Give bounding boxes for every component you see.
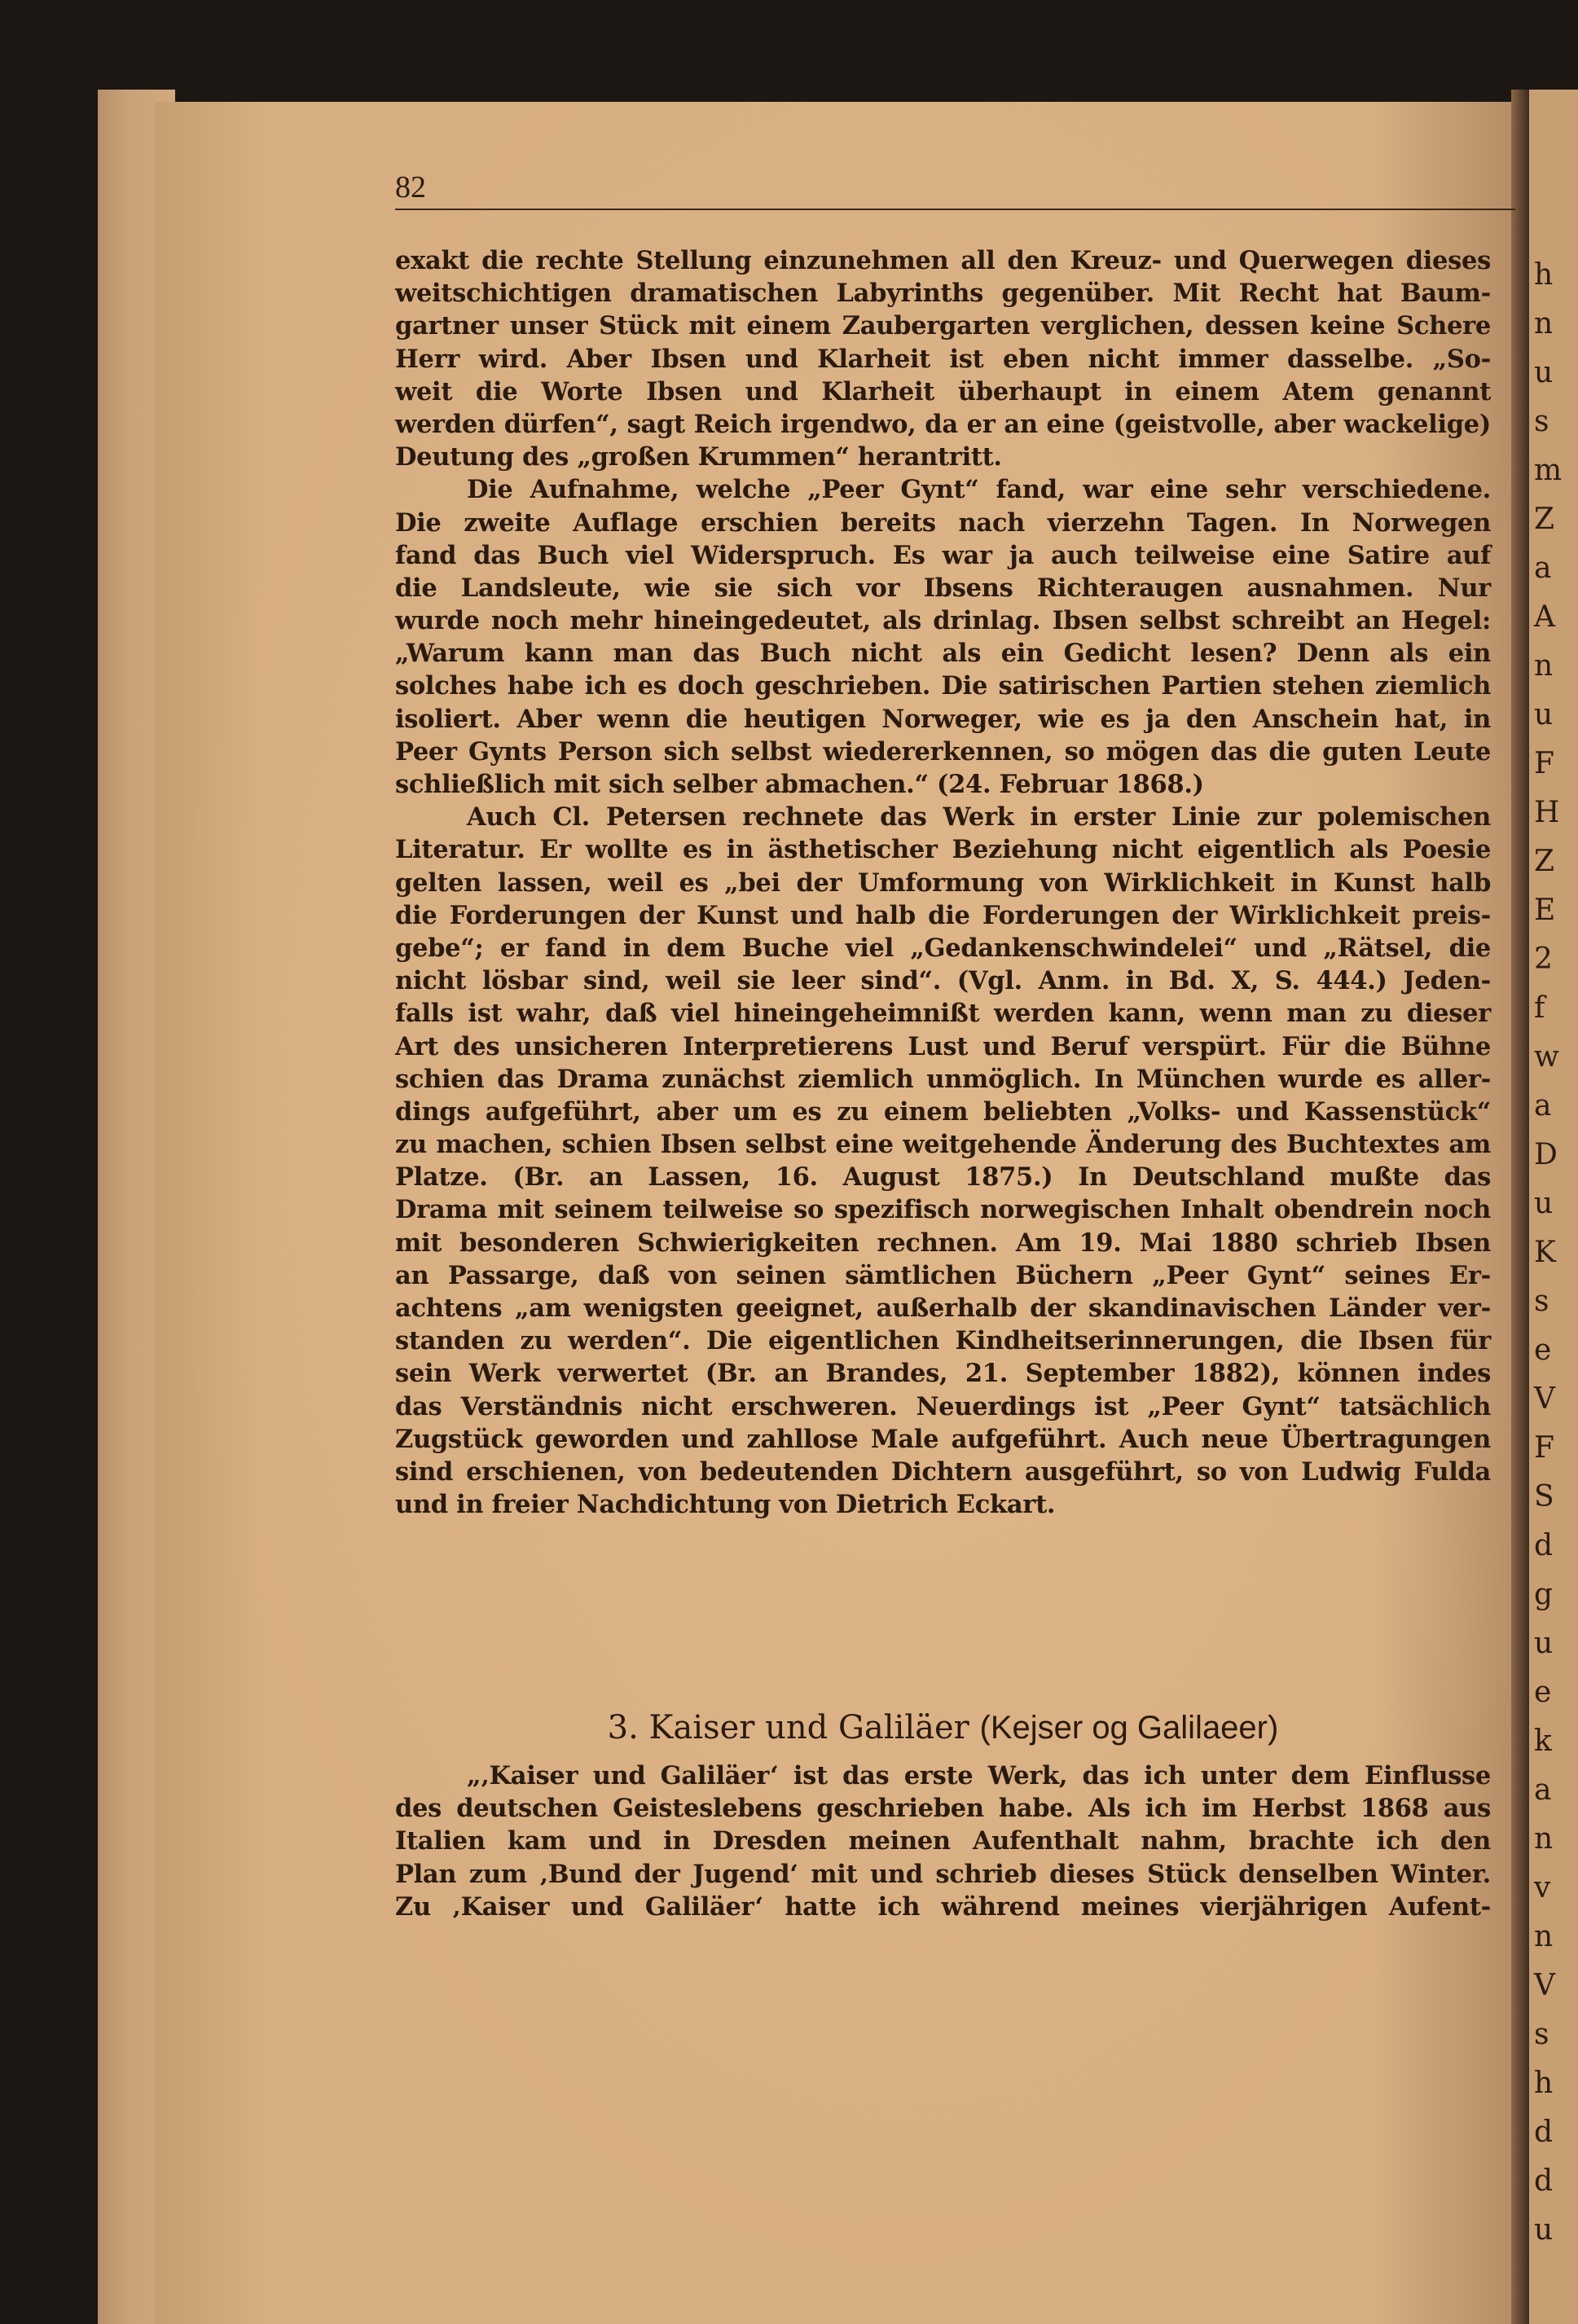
facing-page-fragment: Z xyxy=(1534,503,1555,536)
text-line: Die zweite Auflage erschien bereits nach vierzehn Tagen. In Norwegen xyxy=(395,507,1491,538)
facing-page-fragment: g xyxy=(1534,1578,1554,1611)
facing-page-fragment: h xyxy=(1534,258,1554,292)
text-line: des deutschen Geisteslebens geschrieben habe. Als ich im Herbst 1868 aus xyxy=(395,1794,1491,1824)
facing-page-fragment: a xyxy=(1534,1773,1552,1807)
text-line: Die Aufnahme, welche „Peer Gynt“ fand, war eine sehr verschiedene. xyxy=(467,475,1491,505)
text-line: Art des unsicheren Interpretierens Lust und Beruf verspürt. Für die Bühne xyxy=(395,1031,1491,1061)
facing-page-fragment: H xyxy=(1534,796,1560,829)
facing-page-fragment: e xyxy=(1534,1676,1552,1709)
facing-page-edge xyxy=(1529,90,1578,2324)
facing-page-fragment: u xyxy=(1534,1187,1554,1220)
text-line: schließlich mit sich selber abmachen.“ (24. Februar 1868.) xyxy=(395,770,1204,799)
facing-page-fragment: u xyxy=(1534,1627,1554,1660)
facing-page-fragment: F xyxy=(1534,1431,1554,1465)
text-line: gartner unser Stück mit einem Zaubergarten verglichen, dessen keine Schere xyxy=(395,311,1491,341)
facing-page-fragment: V xyxy=(1534,1969,1555,2002)
section-heading-title: 3. Kaiser und Galiläer xyxy=(607,1709,969,1746)
facing-page-fragment: K xyxy=(1534,1236,1556,1269)
facing-page-fragment: f xyxy=(1534,991,1545,1025)
facing-page-fragment: v xyxy=(1534,1871,1551,1904)
text-line: werden dürfen“, sagt Reich irgendwo, da er an eine (geistvolle, aber wackelige) xyxy=(395,409,1491,439)
text-line: und in freier Nachdichtung von Dietrich Eckart. xyxy=(395,1490,1056,1520)
text-line: die Forderungen der Kunst und halb die Forderungen der Wirklichkeit preis- xyxy=(395,900,1491,930)
facing-page-fragment: a xyxy=(1534,1089,1552,1122)
facing-page-fragment: m xyxy=(1534,454,1563,487)
text-line: sein Werk verwertet (Br. an Brandes, 21. September 1882), können indes xyxy=(395,1359,1491,1389)
facing-page-fragment: h xyxy=(1534,2067,1554,2100)
facing-page-fragment: u xyxy=(1534,2213,1554,2247)
facing-page-fragment: n xyxy=(1534,1920,1554,1953)
text-line: wurde noch mehr hineingedeutet, als drinlag. Ibsen selbst schreibt an Hegel: xyxy=(395,606,1491,636)
facing-page-fragment: S xyxy=(1534,1480,1554,1513)
section-heading xyxy=(395,1709,1491,1746)
text-line: sind erschienen, von bedeutenden Dichtern ausgeführt, so von Ludwig Fulda xyxy=(395,1456,1491,1487)
text-line: isoliert. Aber wenn die heutigen Norweger, wie es ja den Anschein hat, in xyxy=(395,704,1491,734)
text-line: Zu ‚Kaiser und Galiläer‘ hatte ich während meines vierjährigen Aufent- xyxy=(395,1891,1491,1922)
facing-page-fragment: d xyxy=(1534,2115,1554,2149)
text-line: achtens „am wenigsten geeignet, außerhalb der skandinavischen Länder ver- xyxy=(395,1294,1491,1323)
text-line: Platze. (Br. an Lassen, 16. August 1875.) In Deutschland mußte das xyxy=(395,1162,1491,1193)
facing-page-fragment: d xyxy=(1534,1529,1554,1562)
text-line: mit besonderen Schwierigkeiten rechnen. Am 19. Mai 1880 schrieb Ibsen xyxy=(395,1228,1491,1258)
text-line: Literatur. Er wollte es in ästhetischer Beziehung nicht eigentlich als Poesie xyxy=(395,835,1491,865)
main-text xyxy=(395,244,1491,1521)
facing-page-fragment: d xyxy=(1534,2164,1554,2198)
facing-page-fragment: s xyxy=(1534,1285,1549,1318)
text-line: exakt die rechte Stellung einzunehmen all den Kreuz- und Querwegen dieses xyxy=(395,246,1491,275)
facing-page-fragment: Z xyxy=(1534,845,1555,878)
text-line: fand das Buch viel Widerspruch. Es war ja auch teilweise eine Satire auf xyxy=(395,540,1491,570)
facing-page-fragment: w xyxy=(1534,1040,1559,1074)
text-line: gelten lassen, weil es „bei der Umformung von Wirklichkeit in Kunst halb xyxy=(395,868,1491,898)
text-line: „‚Kaiser und Galiläer‘ ist das erste Werk, das ich unter dem Einflusse xyxy=(467,1761,1491,1790)
text-line: schien das Drama zunächst ziemlich unmöglich. In München wurde es aller- xyxy=(395,1064,1491,1094)
facing-page-fragment: V xyxy=(1534,1382,1555,1416)
facing-page-fragment: u xyxy=(1534,698,1554,731)
text-line: Auch Cl. Petersen rechnete das Werk in erster Linie zur polemischen xyxy=(467,802,1491,833)
facing-page-fragment: E xyxy=(1534,894,1556,927)
text-line: Plan zum ‚Bund der Jugend‘ mit und schrieb dieses Stück denselben Winter. xyxy=(395,1859,1491,1889)
facing-page-fragment: s xyxy=(1534,405,1549,438)
text-line: standen zu werden“. Die eigentlichen Kindheitserinnerungen, die Ibsen für xyxy=(395,1326,1491,1356)
section-heading-original-title: (Kejser og Galilaeer) xyxy=(979,1710,1279,1746)
text-line: „Warum kann man das Buch nicht als ein Gedicht lesen? Denn als ein xyxy=(395,639,1491,669)
facing-page-fragment: s xyxy=(1534,2018,1549,2051)
text-line: das Verständnis nicht erschweren. Neuerdings ist „Peer Gynt“ tatsächlich xyxy=(395,1391,1491,1421)
text-line: Drama mit seinem teilweise so spezifisch norwegischen Inhalt obendrein noch xyxy=(395,1195,1491,1225)
facing-page-fragment: A xyxy=(1534,600,1555,634)
facing-page-fragment: a xyxy=(1534,551,1552,585)
text-line: Deutung des „großen Krummen“ herantritt. xyxy=(395,442,1002,472)
book-gutter xyxy=(1511,90,1529,2324)
text-line: Peer Gynts Person sich selbst wiedererkennen, so mögen das die guten Leute xyxy=(395,736,1491,767)
facing-page-fragment: e xyxy=(1534,1333,1552,1367)
facing-page-fragment: u xyxy=(1534,356,1554,389)
text-line: die Landsleute, wie sie sich vor Ibsens Richteraugen ausnahmen. Nur xyxy=(395,573,1491,603)
text-line: gebe“; er fand in dem Buche viel „Gedankenschwindelei“ und „Rätsel, die xyxy=(395,933,1491,963)
text-line: weitschichtigen dramatischen Labyrinths gegenüber. Mit Recht hat Baum- xyxy=(395,279,1491,309)
facing-page-fragment: F xyxy=(1534,747,1554,780)
header-rule xyxy=(395,209,1515,210)
section-text xyxy=(395,1759,1491,1923)
text-line: Italien kam und in Dresden meinen Aufenthalt nahm, brachte ich den xyxy=(395,1826,1491,1856)
text-line: nicht lösbar sind, weil sie leer sind“. (Vgl. Anm. in Bd. X, S. 444.) Jeden- xyxy=(395,966,1491,996)
facing-page-fragment: n xyxy=(1534,307,1554,340)
facing-page-fragment: k xyxy=(1534,1724,1552,1758)
text-line: weit die Worte Ibsen und Klarheit überhaupt in einem Atem genannt xyxy=(395,376,1491,406)
facing-page-fragment: n xyxy=(1534,649,1554,683)
facing-page-fragment: D xyxy=(1534,1138,1558,1171)
facing-page-fragment: n xyxy=(1534,1822,1554,1856)
text-line: falls ist wahr, daß viel hineingeheimnißt werden kann, wenn man zu dieser xyxy=(395,999,1491,1029)
text-line: Herr wird. Aber Ibsen und Klarheit ist eben nicht immer dasselbe. „So- xyxy=(395,344,1491,374)
text-line: zu machen, schien Ibsen selbst eine weitgehende Änderung des Buchtextes am xyxy=(395,1130,1491,1160)
text-line: dings aufgeführt, aber um es zu einem beliebten „Volks- und Kassenstück“ xyxy=(395,1096,1491,1127)
page-number: 82 xyxy=(395,170,426,204)
facing-page-fragment: 2 xyxy=(1534,942,1553,976)
text-line: an Passarge, daß von seinen sämtlichen Büchern „Peer Gynt“ seines Er- xyxy=(395,1260,1491,1290)
text-line: Zugstück geworden und zahllose Male aufgeführt. Auch neue Übertragungen xyxy=(395,1424,1491,1454)
text-line: solches habe ich es doch geschrieben. Die satirischen Partien stehen ziemlich xyxy=(395,671,1491,701)
